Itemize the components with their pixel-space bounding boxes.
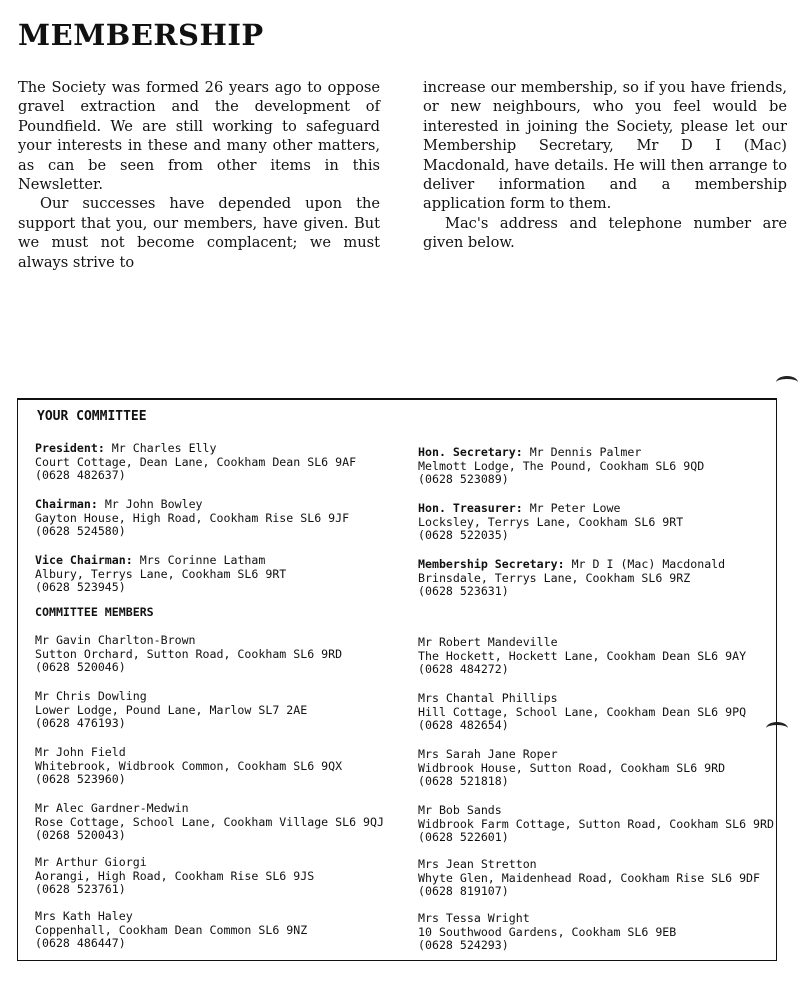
member-address: Lower Lodge, Pound Lane, Marlow SL7 2AE [35, 702, 308, 717]
member-phone: (0628 520046) [35, 660, 126, 675]
member-address: Whitebrook, Widbrook Common, Cookham SL6 9QX [35, 758, 343, 773]
member-address: Hill Cottage, School Lane, Cookham Dean SL6 9PQ [418, 704, 747, 719]
officer-role: Hon. Secretary: [418, 445, 523, 459]
page-title: MEMBERSHIP [18, 18, 264, 52]
officer-entry [35, 442, 395, 483]
member-name: Mrs Jean Stretton [418, 857, 537, 871]
member-entry [418, 636, 778, 677]
member-address: Aorangi, High Road, Cookham Rise SL6 9JS [35, 868, 315, 883]
member-address: Widbrook Farm Cottage, Sutton Road, Cookham SL6 9RD [418, 816, 774, 831]
officer-entry [35, 554, 395, 595]
member-entry [35, 634, 395, 675]
member-entry [35, 746, 395, 787]
member-phone: (0628 523960) [35, 772, 126, 787]
officer-entry [418, 558, 778, 599]
committee-title: YOUR COMMITTEE [37, 409, 147, 424]
member-phone: (0628 819107) [418, 884, 509, 899]
officer-role: Hon. Treasurer: [418, 501, 523, 515]
member-phone: (0628 484272) [418, 662, 509, 677]
member-phone: (0628 476193) [35, 716, 126, 731]
member-address: Sutton Orchard, Sutton Road, Cookham SL6 9RD [35, 646, 343, 661]
officer-name: Mr Dennis Palmer [529, 445, 642, 459]
member-entry [35, 910, 395, 951]
member-phone: (0628 524293) [418, 938, 509, 953]
member-entry [418, 804, 778, 845]
member-name: Mr Robert Mandeville [418, 635, 558, 649]
member-name: Mr Arthur Giorgi [35, 855, 147, 869]
member-address: 10 Southwood Gardens, Cookham SL6 9EB [418, 924, 677, 939]
member-name: Mrs Sarah Jane Roper [418, 747, 558, 761]
member-address: Rose Cottage, School Lane, Cookham Village SL6 9QJ [35, 814, 385, 829]
officer-address: Gayton House, High Road, Cookham Rise SL6 9JF [35, 510, 350, 525]
member-name: Mr Chris Dowling [35, 689, 147, 703]
officer-entry [418, 502, 778, 543]
officer-role: Membership Secretary: [418, 557, 565, 571]
intro-paragraph: Our successes have depended upon the support that you, our members, have given. But we must not become complacent; we must always strive to [18, 195, 380, 271]
officer-name: Mr Peter Lowe [529, 501, 621, 515]
officer-role: Vice Chairman: [35, 553, 133, 567]
officer-name: Mr Charles Elly [111, 441, 217, 455]
officer-address: Melmott Lodge, The Pound, Cookham SL6 9QD [418, 458, 705, 473]
officer-entry [418, 446, 778, 487]
member-entry [35, 802, 395, 843]
member-phone: (0628 523761) [35, 882, 126, 897]
member-entry [35, 856, 395, 897]
officer-role: Chairman: [35, 497, 98, 511]
officer-phone: (0628 482637) [35, 468, 126, 483]
member-entry [35, 690, 395, 731]
member-phone: (0628 521818) [418, 774, 509, 789]
intro-paragraph: The Society was formed 26 years ago to oppose gravel extraction and the development of Poundfield. We are still working to safeguard your interests in these and many other matters, as can be seen from other items in this Newsletter. [18, 79, 380, 194]
member-phone: (0628 522601) [418, 830, 509, 845]
officer-phone: (0628 522035) [418, 528, 509, 543]
intro-right-column [423, 78, 787, 253]
member-entry [418, 748, 778, 789]
officer-name: Mr John Bowley [104, 497, 203, 511]
binder-curl-icon [776, 376, 798, 389]
member-address: Whyte Glen, Maidenhead Road, Cookham Rise SL6 9DF [418, 870, 761, 885]
officer-entry [35, 498, 395, 539]
member-name: Mr Alec Gardner-Medwin [35, 801, 189, 815]
member-address: Widbrook House, Sutton Road, Cookham SL6 9RD [418, 760, 726, 775]
intro-left-column [18, 78, 380, 272]
member-name: Mrs Chantal Phillips [418, 691, 558, 705]
member-name: Mr Bob Sands [418, 803, 502, 817]
officer-phone: (0628 523631) [418, 584, 509, 599]
members-heading: COMMITTEE MEMBERS [35, 605, 154, 619]
member-name: Mr Gavin Charlton-Brown [35, 633, 196, 647]
member-entry [418, 692, 778, 733]
officer-phone: (0628 523089) [418, 472, 509, 487]
officer-name: Mr D I (Mac) Macdonald [571, 557, 726, 571]
member-phone: (0628 482654) [418, 718, 509, 733]
member-name: Mrs Tessa Wright [418, 911, 530, 925]
officer-address: Court Cottage, Dean Lane, Cookham Dean SL6 9AF [35, 454, 357, 469]
member-phone: (0628 486447) [35, 936, 126, 951]
member-name: Mr John Field [35, 745, 126, 759]
officer-address: Brinsdale, Terrys Lane, Cookham SL6 9RZ [418, 570, 691, 585]
member-name: Mrs Kath Haley [35, 909, 133, 923]
member-address: Coppenhall, Cookham Dean Common SL6 9NZ [35, 922, 308, 937]
officer-phone: (0628 524580) [35, 524, 126, 539]
member-entry [418, 858, 778, 899]
member-address: The Hockett, Hockett Lane, Cookham Dean SL6 9AY [418, 648, 747, 663]
officer-role: President: [35, 441, 105, 455]
intro-paragraph: Mac's address and telephone number are given below. [423, 214, 787, 252]
officer-name: Mrs Corinne Latham [139, 553, 266, 567]
officer-phone: (0628 523945) [35, 580, 126, 595]
member-entry [418, 912, 778, 953]
officer-address: Albury, Terrys Lane, Cookham SL6 9RT [35, 566, 287, 581]
officer-address: Locksley, Terrys Lane, Cookham SL6 9RT [418, 514, 684, 529]
committee-box [17, 398, 777, 961]
member-phone: (0268 520043) [35, 828, 126, 843]
intro-paragraph: increase our membership, so if you have friends, or new neighbours, who you feel would be interested in joining the Society, please let our Membership Secretary, Mr D I (Mac) Macdonald, have details. He will then arrange to deliver information and a membership application form to them. [423, 79, 787, 213]
